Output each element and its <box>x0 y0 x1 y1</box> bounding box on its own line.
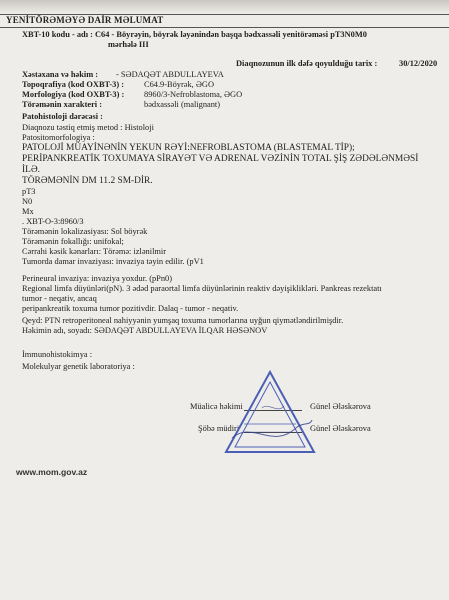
lymph-line-2: tumor - neqativ, ancaq <box>22 294 97 303</box>
vascular-invasion: Tumorda damar invaziyası: invaziya təyin edilir. (pV1 <box>22 257 204 266</box>
department-head-name: Günel Ələskərova <box>310 424 371 433</box>
immunohistochemistry: İmmunohistokimya : <box>22 350 93 359</box>
perineural-invasion: Perineural invaziya: invaziya yoxdur. (pPn0) <box>22 274 173 283</box>
morphology-label: Morfologiya (kod OXBT-3) : <box>22 90 125 99</box>
character-value: bədxassəli (malignant) <box>144 100 221 109</box>
code-line-1: XBT-10 kodu - adı : C64 - Böyrəyin, böyrək ləyənindən başqa bədxassəli yenitörəməsi pT3N0M0 <box>22 30 367 39</box>
conclusion-line-4: TÖRƏMƏNİN DM 11.2 SM-DİR. <box>22 176 153 186</box>
diagnosis-date-label: Diaqnozunun ilk dəfə qoyulduğu tarix : <box>236 59 378 68</box>
conclusion-line-1: PATOLOJİ MÜAYİNƏNİN YEKUN RƏYİ:NEFROBLASTOMA (BLASTEMAL TİP); <box>22 143 355 153</box>
lymph-line-1: Regional limfa düyünləri(pN). 3 ədəd paraortal limfa düyünlərinin reaktiv dəyişiklikləri. Pankreas rezektatı <box>22 284 382 293</box>
note: Qeyd: PTN retroperitoneal nahiyyənin yumşaq toxuma tumorlarına uyğun qiymətləndirilmişdir. <box>22 316 344 325</box>
website[interactable]: www.mom.gov.az <box>16 467 88 477</box>
character-label: Törəmənin xarakteri : <box>22 100 103 109</box>
department-head-label: Şöbə müdiri <box>198 424 240 433</box>
conclusion-line-3: İLƏ. <box>22 165 40 175</box>
code-line-2: mərhələ III <box>108 40 149 49</box>
clinic-label: Xəstəxana və həkim : <box>22 70 99 79</box>
page-shadow <box>0 0 449 14</box>
clinic-value: - SƏDAQƏT ABDULLAYEVA <box>116 70 224 79</box>
document-title: YENİTÖRƏMƏYƏ DAİR MƏLUMAT <box>6 15 164 25</box>
doctor-name: Həkimin adı, soyadı: SƏDAQƏT ABDULLAYEVA İLQAR HƏSƏNOV <box>22 326 268 335</box>
surgical-margins: Cərrahi kəsik kənarları: Törəmə: izlənilmir <box>22 247 167 256</box>
patho-grade: Patohistoloji dərəcəsi : <box>22 112 103 121</box>
topography-label: Topoqrafiya (kod OXBT-3) : <box>22 80 124 89</box>
pt-stage: pT3 <box>22 187 36 196</box>
n-stage: N0 <box>22 197 33 206</box>
lymph-line-3: peripankreatik toxuma tumor pozitivdir. Dalaq - tumor - neqativ. <box>22 304 239 313</box>
m-stage: Mx <box>22 207 34 216</box>
triangle-stamp <box>222 368 318 456</box>
conclusion-line-2: PERİPANKREATİK TOXUMAYA SİRAYƏT VƏ ADRENAL VƏZİNİN TOTAL ŞİŞ ZƏDƏLƏNMƏSİ <box>22 154 419 164</box>
focality: Törəmənin fokallığı: unifokal; <box>22 237 124 246</box>
diagnosis-date: 30/12/2020 <box>399 59 438 68</box>
localization: Törəmənin lokalizasiyası: Sol böyrək <box>22 227 148 236</box>
topography-value: C64.9-Böyrək, ƏGO <box>144 80 215 89</box>
header-bar <box>0 14 449 28</box>
morphology-value: 8960/3-Nefroblastoma, ƏGO <box>144 90 243 99</box>
xbt-code: . XBT-O-3:8960/3 <box>22 217 84 226</box>
treating-doctor-label: Müalicə həkimi <box>190 402 243 411</box>
molecular-lab: Molekulyar genetik laboratoriya : <box>22 362 135 371</box>
treating-doctor-name: Günel Ələskərova <box>310 402 371 411</box>
patomorphology-label: Patositomorfologiya : <box>22 133 95 142</box>
diagnosis-method: Diaqnozu təstiq etmiş metod : Histoloji <box>22 123 154 132</box>
